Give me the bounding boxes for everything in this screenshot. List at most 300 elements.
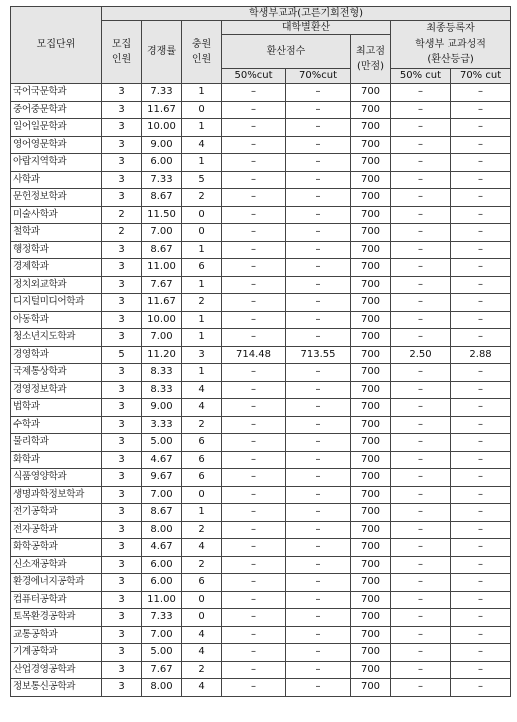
- cell-recruit: 3: [102, 574, 142, 592]
- cell-conv-cut50: 714.48: [222, 346, 286, 364]
- cell-dept: 영어영문학과: [11, 136, 102, 154]
- cell-additional: 0: [182, 101, 222, 119]
- cell-competition-rate: 11.00: [142, 591, 182, 609]
- cell-dept: 정치외교학과: [11, 276, 102, 294]
- cell-conv-cut70: –: [286, 171, 351, 189]
- cell-conv-cut70: –: [286, 381, 351, 399]
- cell-competition-rate: 6.00: [142, 556, 182, 574]
- cell-max-score: 700: [351, 574, 391, 592]
- cell-conv-cut50: –: [222, 434, 286, 452]
- header-cut50: 50%cut: [222, 69, 286, 84]
- cell-dept: 문헌정보학과: [11, 189, 102, 207]
- cell-final-cut70: –: [451, 189, 511, 207]
- header-unit: 모집단위: [11, 7, 102, 84]
- table-row: [11, 329, 511, 347]
- cell-conv-cut50: –: [222, 556, 286, 574]
- table-row: [11, 189, 511, 207]
- cell-final-cut70: –: [451, 119, 511, 137]
- cell-recruit: 3: [102, 171, 142, 189]
- cell-competition-rate: 3.33: [142, 416, 182, 434]
- cell-final-cut50: –: [391, 661, 451, 679]
- cell-competition-rate: 8.00: [142, 521, 182, 539]
- header-univ-conv: 대학별환산: [222, 21, 391, 35]
- cell-final-cut70: –: [451, 591, 511, 609]
- table-row: [11, 591, 511, 609]
- cell-additional: 4: [182, 399, 222, 417]
- cell-final-cut70: –: [451, 539, 511, 557]
- cell-conv-cut70: –: [286, 311, 351, 329]
- cell-max-score: 700: [351, 346, 391, 364]
- table-row: [11, 626, 511, 644]
- cell-recruit: 3: [102, 486, 142, 504]
- header-conv-score: 환산점수: [222, 35, 351, 69]
- cell-conv-cut70: –: [286, 84, 351, 102]
- cell-max-score: 700: [351, 189, 391, 207]
- cell-conv-cut70: –: [286, 101, 351, 119]
- header-final-line3: (환산등급): [427, 54, 474, 66]
- cell-conv-cut70: –: [286, 574, 351, 592]
- cell-additional: 2: [182, 416, 222, 434]
- table-row: [11, 609, 511, 627]
- cell-final-cut50: –: [391, 84, 451, 102]
- cell-competition-rate: 11.50: [142, 206, 182, 224]
- cell-final-cut50: –: [391, 626, 451, 644]
- cell-max-score: 700: [351, 381, 391, 399]
- cell-max-score: 700: [351, 504, 391, 522]
- cell-recruit: 3: [102, 276, 142, 294]
- cell-final-cut50: –: [391, 416, 451, 434]
- cell-final-cut50: –: [391, 154, 451, 172]
- cell-final-cut50: –: [391, 469, 451, 487]
- cell-conv-cut70: –: [286, 661, 351, 679]
- cell-additional: 1: [182, 84, 222, 102]
- cell-max-score: 700: [351, 644, 391, 662]
- cell-additional: 0: [182, 609, 222, 627]
- cell-max-score: 700: [351, 329, 391, 347]
- cell-final-cut50: –: [391, 679, 451, 697]
- cell-additional: 2: [182, 661, 222, 679]
- cell-dept: 생명과학정보학과: [11, 486, 102, 504]
- cell-final-cut50: –: [391, 644, 451, 662]
- cell-conv-cut50: –: [222, 644, 286, 662]
- cell-competition-rate: 9.00: [142, 399, 182, 417]
- cell-final-cut70: –: [451, 171, 511, 189]
- cell-recruit: 3: [102, 661, 142, 679]
- cell-conv-cut70: –: [286, 679, 351, 697]
- cell-conv-cut50: –: [222, 591, 286, 609]
- cell-additional: 1: [182, 504, 222, 522]
- cell-recruit: 3: [102, 539, 142, 557]
- cell-max-score: 700: [351, 84, 391, 102]
- cell-max-score: 700: [351, 206, 391, 224]
- cell-competition-rate: 7.33: [142, 84, 182, 102]
- cell-dept: 사학과: [11, 171, 102, 189]
- cell-dept: 행정학과: [11, 241, 102, 259]
- cell-recruit: 3: [102, 644, 142, 662]
- cell-conv-cut70: –: [286, 154, 351, 172]
- cell-conv-cut50: –: [222, 206, 286, 224]
- cell-final-cut50: –: [391, 224, 451, 242]
- table-row: [11, 171, 511, 189]
- cell-final-cut50: –: [391, 451, 451, 469]
- cell-recruit: 3: [102, 241, 142, 259]
- cell-max-score: 700: [351, 241, 391, 259]
- cell-final-cut50: –: [391, 504, 451, 522]
- cell-dept: 경영학과: [11, 346, 102, 364]
- cell-final-cut70: –: [451, 574, 511, 592]
- cell-dept: 경영정보학과: [11, 381, 102, 399]
- cell-recruit: 2: [102, 224, 142, 242]
- cell-competition-rate: 10.00: [142, 119, 182, 137]
- table-row: [11, 679, 511, 697]
- cell-dept: 법학과: [11, 399, 102, 417]
- header-recruit-line2: 인원: [111, 54, 132, 65]
- cell-conv-cut70: –: [286, 399, 351, 417]
- header-recruit-line1: 모집: [111, 38, 132, 50]
- cell-max-score: 700: [351, 591, 391, 609]
- cell-conv-cut70: –: [286, 521, 351, 539]
- cell-max-score: 700: [351, 609, 391, 627]
- cell-dept: 국어국문학과: [11, 84, 102, 102]
- cell-dept: 수학과: [11, 416, 102, 434]
- cell-final-cut70: –: [451, 381, 511, 399]
- cell-conv-cut70: –: [286, 609, 351, 627]
- cell-max-score: 700: [351, 539, 391, 557]
- cell-final-cut70: –: [451, 259, 511, 277]
- cell-conv-cut50: –: [222, 311, 286, 329]
- cell-conv-cut70: –: [286, 294, 351, 312]
- cell-conv-cut70: –: [286, 259, 351, 277]
- cell-recruit: 3: [102, 154, 142, 172]
- cell-final-cut50: –: [391, 434, 451, 452]
- cell-additional: 0: [182, 206, 222, 224]
- cell-dept: 디지털미디어학과: [11, 294, 102, 312]
- table-row: [11, 84, 511, 102]
- cell-final-cut70: –: [451, 521, 511, 539]
- cell-additional: 0: [182, 224, 222, 242]
- cell-recruit: 5: [102, 346, 142, 364]
- cell-dept: 아랍지역학과: [11, 154, 102, 172]
- cell-additional: 4: [182, 679, 222, 697]
- cell-recruit: 3: [102, 311, 142, 329]
- cell-additional: 3: [182, 346, 222, 364]
- cell-max-score: 700: [351, 486, 391, 504]
- cell-dept: 식품영양학과: [11, 469, 102, 487]
- cell-dept: 토목환경공학과: [11, 609, 102, 627]
- cell-conv-cut50: –: [222, 101, 286, 119]
- cell-conv-cut50: –: [222, 416, 286, 434]
- cell-competition-rate: 8.67: [142, 241, 182, 259]
- table-row: [11, 451, 511, 469]
- cell-dept: 물리학과: [11, 434, 102, 452]
- header-competition: 경쟁률: [142, 21, 182, 84]
- admission-results-table: [10, 6, 511, 697]
- table-row: [11, 311, 511, 329]
- cell-max-score: 700: [351, 311, 391, 329]
- cell-recruit: 3: [102, 119, 142, 137]
- cell-final-cut50: –: [391, 521, 451, 539]
- table-row: [11, 539, 511, 557]
- cell-competition-rate: 7.33: [142, 171, 182, 189]
- cell-dept: 미술사학과: [11, 206, 102, 224]
- cell-conv-cut50: –: [222, 154, 286, 172]
- cell-conv-cut70: –: [286, 591, 351, 609]
- cell-final-cut50: –: [391, 276, 451, 294]
- cell-final-cut70: –: [451, 504, 511, 522]
- cell-max-score: 700: [351, 416, 391, 434]
- cell-additional: 1: [182, 276, 222, 294]
- table-row: [11, 556, 511, 574]
- cell-conv-cut70: –: [286, 486, 351, 504]
- cell-competition-rate: 11.20: [142, 346, 182, 364]
- cell-conv-cut70: –: [286, 504, 351, 522]
- cell-dept: 컴퓨터공학과: [11, 591, 102, 609]
- header-recruit: [102, 21, 142, 84]
- table-row: [11, 661, 511, 679]
- cell-competition-rate: 11.00: [142, 259, 182, 277]
- cell-competition-rate: 8.33: [142, 364, 182, 382]
- cell-competition-rate: 7.67: [142, 276, 182, 294]
- cell-final-cut70: –: [451, 329, 511, 347]
- cell-conv-cut50: –: [222, 136, 286, 154]
- cell-final-cut50: –: [391, 241, 451, 259]
- cell-additional: 2: [182, 556, 222, 574]
- cell-dept: 교통공학과: [11, 626, 102, 644]
- cell-additional: 1: [182, 329, 222, 347]
- cell-recruit: 3: [102, 609, 142, 627]
- cell-conv-cut70: –: [286, 329, 351, 347]
- cell-final-cut50: –: [391, 539, 451, 557]
- cell-recruit: 3: [102, 294, 142, 312]
- cell-dept: 청소년지도학과: [11, 329, 102, 347]
- cell-recruit: 3: [102, 504, 142, 522]
- cell-recruit: 3: [102, 189, 142, 207]
- header-addl: [182, 21, 222, 84]
- cell-competition-rate: 9.00: [142, 136, 182, 154]
- header-addl-line2: 인원: [191, 54, 212, 65]
- cell-conv-cut70: –: [286, 364, 351, 382]
- table-header: [11, 7, 511, 84]
- cell-additional: 4: [182, 626, 222, 644]
- cell-conv-cut50: –: [222, 189, 286, 207]
- cell-final-cut70: –: [451, 399, 511, 417]
- cell-final-cut70: –: [451, 84, 511, 102]
- table-row: [11, 469, 511, 487]
- table-row: [11, 119, 511, 137]
- cell-competition-rate: 7.00: [142, 329, 182, 347]
- cell-competition-rate: 8.33: [142, 381, 182, 399]
- cell-final-cut50: –: [391, 119, 451, 137]
- cell-competition-rate: 11.67: [142, 294, 182, 312]
- table-row: [11, 101, 511, 119]
- cell-final-cut70: –: [451, 434, 511, 452]
- cell-competition-rate: 7.67: [142, 661, 182, 679]
- cell-dept: 아동학과: [11, 311, 102, 329]
- table-row: [11, 486, 511, 504]
- cell-conv-cut50: –: [222, 364, 286, 382]
- cell-additional: 1: [182, 311, 222, 329]
- cell-final-cut70: –: [451, 626, 511, 644]
- cell-final-cut50: –: [391, 364, 451, 382]
- cell-additional: 6: [182, 434, 222, 452]
- cell-dept: 전자공학과: [11, 521, 102, 539]
- cell-conv-cut50: –: [222, 84, 286, 102]
- cell-competition-rate: 8.67: [142, 504, 182, 522]
- table-row: [11, 346, 511, 364]
- table-row: [11, 276, 511, 294]
- header-max-line2: (만점): [356, 61, 385, 72]
- cell-dept: 화학공학과: [11, 539, 102, 557]
- cell-conv-cut70: –: [286, 644, 351, 662]
- cell-final-cut70: –: [451, 556, 511, 574]
- cell-additional: 6: [182, 469, 222, 487]
- cell-final-cut50: –: [391, 381, 451, 399]
- cell-max-score: 700: [351, 469, 391, 487]
- cell-competition-rate: 9.67: [142, 469, 182, 487]
- cell-conv-cut70: –: [286, 626, 351, 644]
- cell-final-cut70: –: [451, 224, 511, 242]
- table-body: [11, 84, 511, 697]
- cell-final-cut70: –: [451, 486, 511, 504]
- cell-conv-cut70: –: [286, 119, 351, 137]
- cell-conv-cut50: –: [222, 661, 286, 679]
- cell-dept: 기계공학과: [11, 644, 102, 662]
- cell-max-score: 700: [351, 259, 391, 277]
- cell-conv-cut50: –: [222, 679, 286, 697]
- header-final: [391, 21, 511, 69]
- cell-final-cut50: –: [391, 329, 451, 347]
- cell-recruit: 3: [102, 136, 142, 154]
- cell-final-cut70: –: [451, 294, 511, 312]
- cell-conv-cut50: –: [222, 294, 286, 312]
- header-max-line1: 최고점: [356, 45, 385, 57]
- cell-dept: 국제통상학과: [11, 364, 102, 382]
- cell-final-cut70: –: [451, 469, 511, 487]
- table-row: [11, 504, 511, 522]
- cell-max-score: 700: [351, 556, 391, 574]
- cell-additional: 6: [182, 259, 222, 277]
- cell-additional: 5: [182, 171, 222, 189]
- cell-competition-rate: 6.00: [142, 574, 182, 592]
- table-row: [11, 434, 511, 452]
- table-row: [11, 206, 511, 224]
- cell-competition-rate: 4.67: [142, 539, 182, 557]
- cell-competition-rate: 5.00: [142, 434, 182, 452]
- cell-additional: 4: [182, 644, 222, 662]
- cell-competition-rate: 5.00: [142, 644, 182, 662]
- header-group-title: 학생부교과(고른기회전형): [102, 7, 511, 21]
- cell-additional: 2: [182, 294, 222, 312]
- cell-conv-cut50: –: [222, 626, 286, 644]
- header-final-cut50: 50% cut: [391, 69, 451, 84]
- cell-conv-cut50: –: [222, 276, 286, 294]
- cell-dept: 전기공학과: [11, 504, 102, 522]
- table-row: [11, 294, 511, 312]
- cell-final-cut50: –: [391, 311, 451, 329]
- cell-conv-cut70: –: [286, 451, 351, 469]
- cell-competition-rate: 7.00: [142, 486, 182, 504]
- cell-final-cut70: –: [451, 364, 511, 382]
- cell-additional: 0: [182, 486, 222, 504]
- cell-final-cut70: –: [451, 136, 511, 154]
- cell-recruit: 2: [102, 206, 142, 224]
- cell-additional: 1: [182, 119, 222, 137]
- header-final-line1: 최종등록자: [426, 23, 475, 35]
- header-max: [351, 35, 391, 84]
- cell-max-score: 700: [351, 171, 391, 189]
- cell-recruit: 3: [102, 679, 142, 697]
- table-row: [11, 136, 511, 154]
- cell-max-score: 700: [351, 434, 391, 452]
- table-row: [11, 224, 511, 242]
- cell-final-cut50: –: [391, 294, 451, 312]
- cell-additional: 1: [182, 364, 222, 382]
- table-row: [11, 364, 511, 382]
- cell-recruit: 3: [102, 556, 142, 574]
- cell-max-score: 700: [351, 364, 391, 382]
- table-row: [11, 521, 511, 539]
- cell-recruit: 3: [102, 451, 142, 469]
- cell-dept: 환경에너지공학과: [11, 574, 102, 592]
- cell-conv-cut50: –: [222, 451, 286, 469]
- cell-recruit: 3: [102, 259, 142, 277]
- cell-additional: 1: [182, 241, 222, 259]
- table-row: [11, 416, 511, 434]
- cell-competition-rate: 10.00: [142, 311, 182, 329]
- cell-additional: 6: [182, 574, 222, 592]
- cell-competition-rate: 11.67: [142, 101, 182, 119]
- cell-conv-cut50: –: [222, 609, 286, 627]
- cell-final-cut70: –: [451, 416, 511, 434]
- cell-final-cut70: –: [451, 241, 511, 259]
- table-row: [11, 154, 511, 172]
- cell-max-score: 700: [351, 661, 391, 679]
- table-row: [11, 644, 511, 662]
- cell-max-score: 700: [351, 521, 391, 539]
- cell-final-cut70: –: [451, 661, 511, 679]
- cell-conv-cut50: –: [222, 486, 286, 504]
- cell-conv-cut70: –: [286, 276, 351, 294]
- cell-recruit: 3: [102, 381, 142, 399]
- cell-competition-rate: 8.00: [142, 679, 182, 697]
- cell-final-cut50: –: [391, 136, 451, 154]
- cell-dept: 경제학과: [11, 259, 102, 277]
- cell-conv-cut50: –: [222, 171, 286, 189]
- cell-conv-cut50: –: [222, 329, 286, 347]
- cell-competition-rate: 8.67: [142, 189, 182, 207]
- cell-conv-cut70: –: [286, 136, 351, 154]
- cell-recruit: 3: [102, 626, 142, 644]
- table-row: [11, 241, 511, 259]
- cell-max-score: 700: [351, 101, 391, 119]
- cell-max-score: 700: [351, 451, 391, 469]
- cell-additional: 4: [182, 381, 222, 399]
- cell-final-cut50: 2.50: [391, 346, 451, 364]
- cell-final-cut70: –: [451, 679, 511, 697]
- header-addl-line1: 충원: [191, 38, 212, 50]
- cell-conv-cut50: –: [222, 504, 286, 522]
- cell-final-cut50: –: [391, 556, 451, 574]
- cell-conv-cut70: –: [286, 434, 351, 452]
- cell-competition-rate: 7.33: [142, 609, 182, 627]
- cell-conv-cut70: –: [286, 469, 351, 487]
- cell-recruit: 3: [102, 84, 142, 102]
- cell-max-score: 700: [351, 276, 391, 294]
- cell-recruit: 3: [102, 329, 142, 347]
- cell-dept: 산업경영공학과: [11, 661, 102, 679]
- cell-conv-cut50: –: [222, 521, 286, 539]
- cell-conv-cut50: –: [222, 259, 286, 277]
